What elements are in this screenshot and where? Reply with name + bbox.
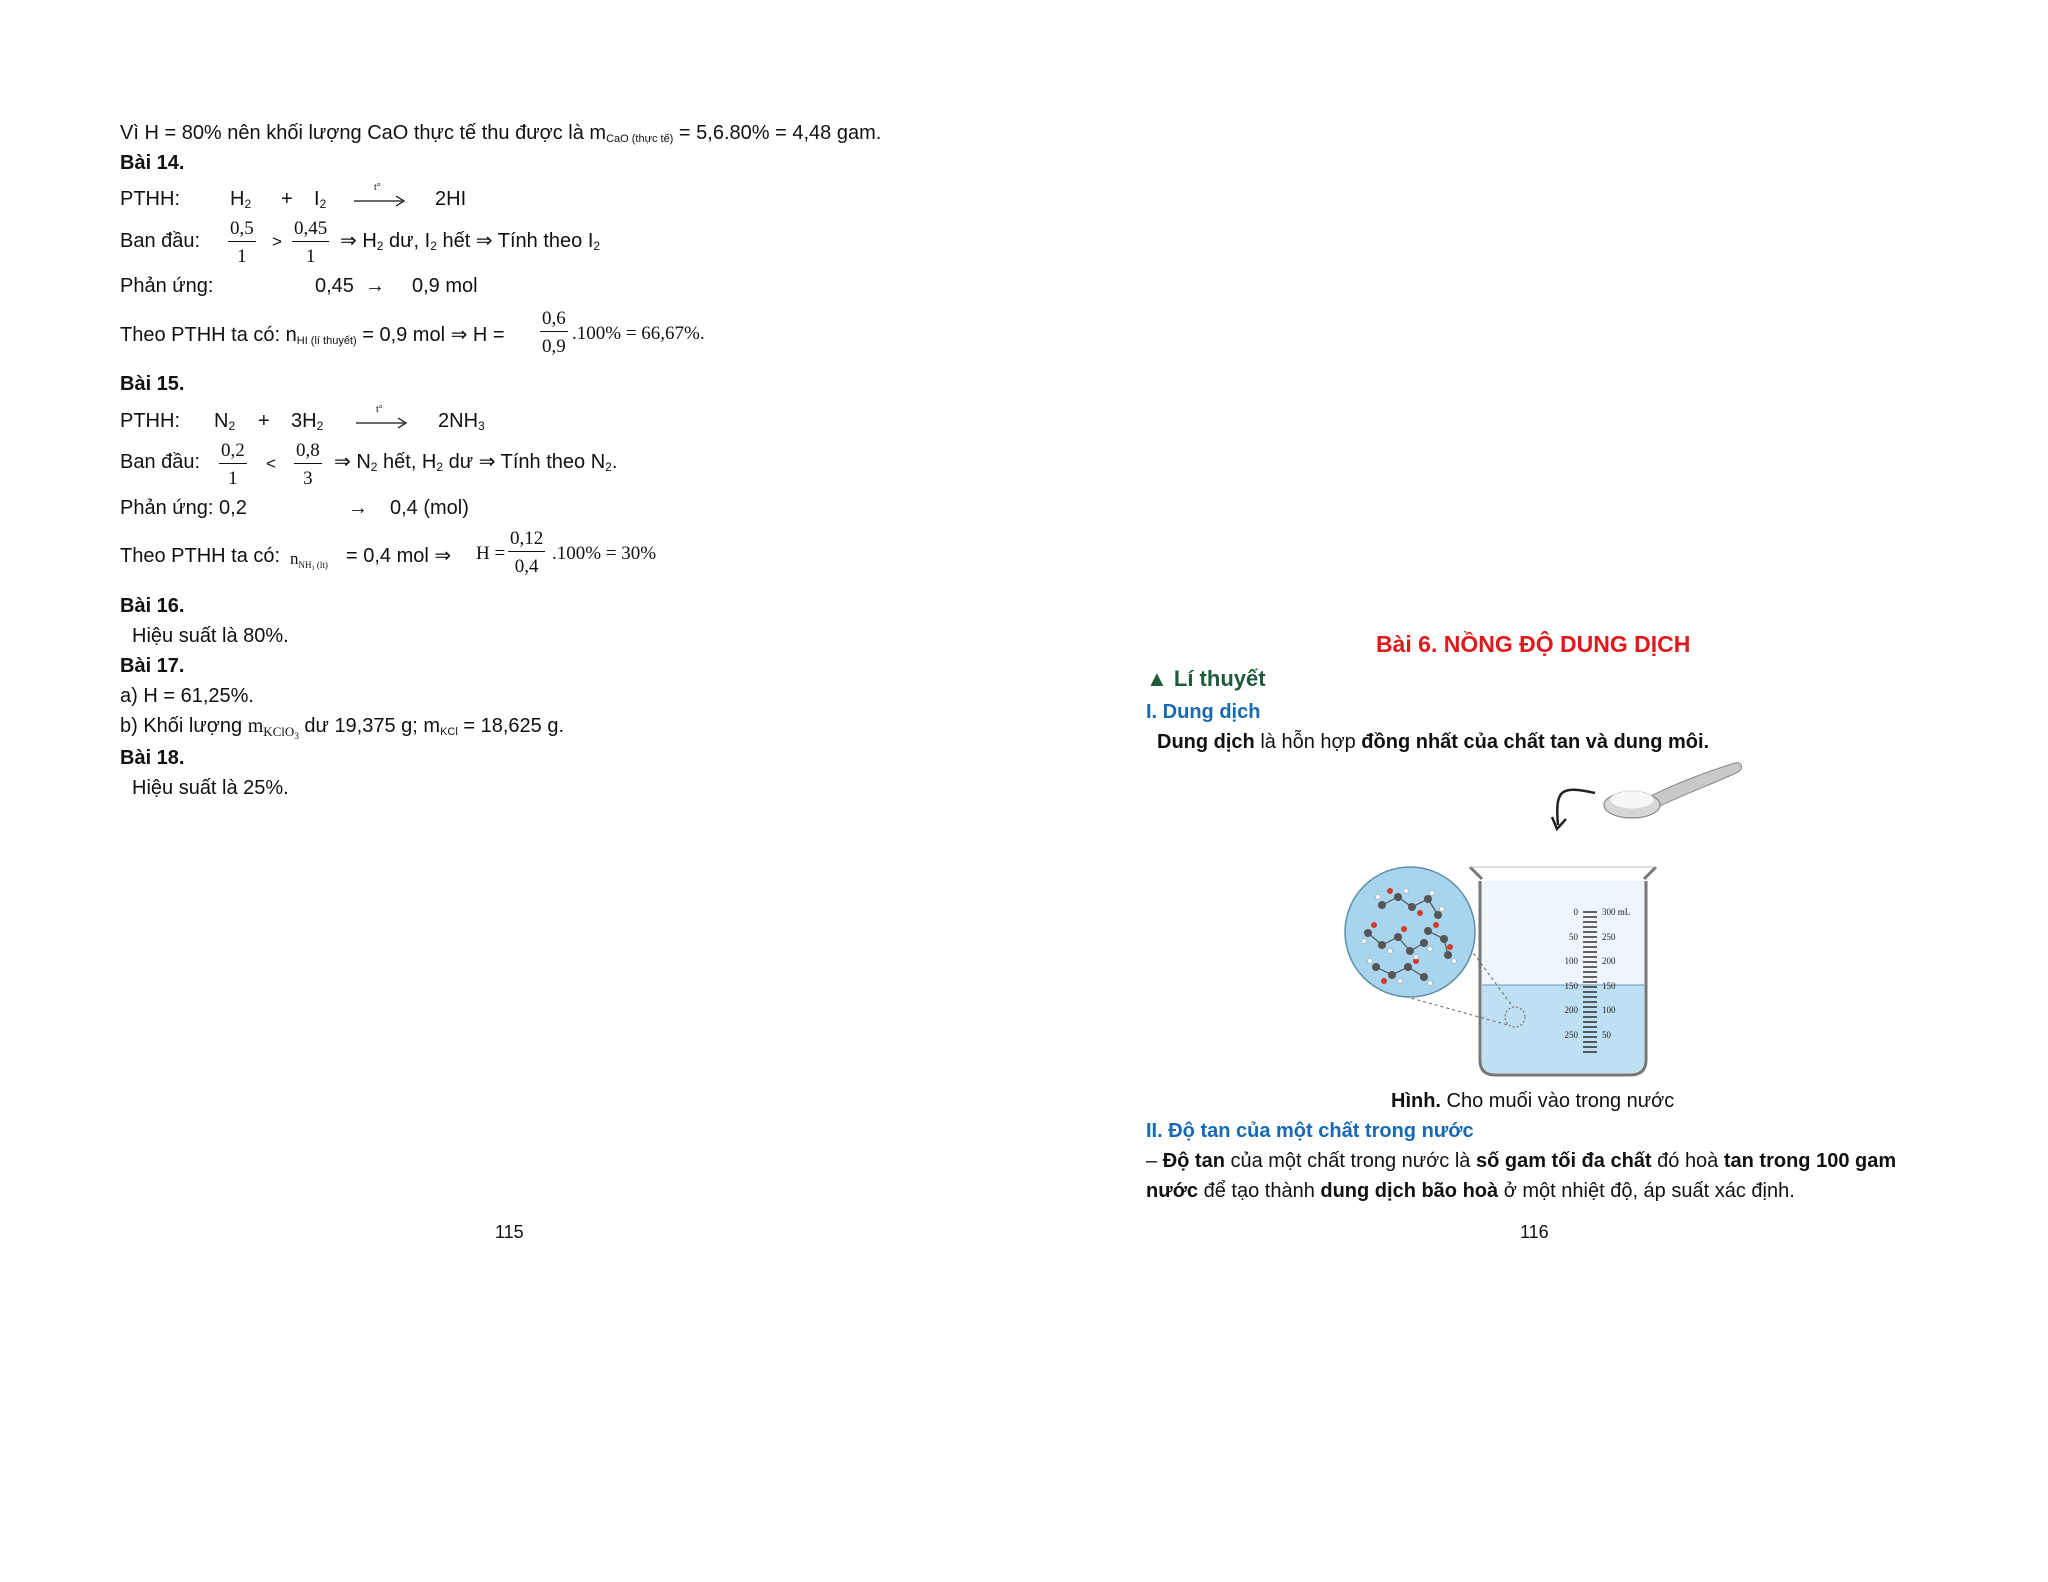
scale-right-50: 50 bbox=[1602, 1030, 1611, 1040]
bai15-theo-mid: = 0,4 mol ⇒ bbox=[346, 545, 452, 567]
bai14-temperature-condition: t° bbox=[374, 182, 381, 193]
scale-left-150: 150 bbox=[1564, 981, 1578, 991]
bai18-answer: Hiệu suất là 25%. bbox=[132, 777, 289, 799]
figure-caption: Hình. Cho muối vào trong nước bbox=[1391, 1090, 1675, 1112]
scale-right-150: 150 bbox=[1602, 981, 1616, 991]
bai15-efficiency-result: .100% = 30% bbox=[552, 543, 657, 564]
bai14-phanung-label: Phản ứng: bbox=[120, 275, 214, 297]
bai15-compare: < bbox=[266, 454, 276, 473]
scale-left-250: 250 bbox=[1564, 1030, 1578, 1040]
lesson-title: Bài 6. NỒNG ĐỘ DUNG DỊCH bbox=[1376, 631, 1691, 657]
scale-left-200: 200 bbox=[1564, 1005, 1578, 1015]
bai14-heading: Bài 14. bbox=[120, 152, 185, 174]
bai14-pthh-label: PTHH: bbox=[120, 188, 180, 210]
theory-heading: ▲ Lí thuyết bbox=[1146, 666, 1266, 691]
bai15-h2: $3H_2$ bbox=[291, 410, 324, 433]
molecules-magnified-icon bbox=[1345, 867, 1475, 997]
scale-right-300: 300 mL bbox=[1602, 907, 1631, 917]
definition-dung-dich: Dung dịch là hỗn hợp đồng nhất của chất tan và dung môi. bbox=[1157, 731, 1710, 753]
bai15-fraction-h2: $\frac{0,8}{3}$ bbox=[296, 440, 320, 489]
bai14-phanung-i2: 0,45 bbox=[315, 275, 354, 297]
bai17-answer-b: b) Khối lượng $m_{KClO3}$ dư 19,375 g; mKCl = 18,625 g. bbox=[120, 715, 564, 741]
spoon-icon bbox=[1604, 763, 1742, 818]
bai15-plus: + bbox=[258, 410, 270, 432]
bai14-phanung-arrow: → bbox=[365, 275, 385, 297]
bai15-product: $2NH_3$ bbox=[438, 410, 485, 433]
bai16-answer: Hiệu suất là 80%. bbox=[132, 625, 289, 647]
page-number-115: 115 bbox=[495, 1222, 524, 1242]
intro-line: Vì H = 80% nên khối lượng CaO thực tế thu được là mCaO (thực tế) = 5,6.80% = 4,48 gam. bbox=[120, 122, 882, 145]
bai15-phanung-arrow: → bbox=[348, 497, 368, 519]
bai15-bandau-conclusion: ⇒ $N_2$ hết, $H_2$ dư ⇒ Tính theo $N_2$. bbox=[334, 451, 618, 474]
bai14-plus: + bbox=[281, 188, 293, 210]
do-tan-paragraph-line1: – Độ tan của một chất trong nước là số gam tối đa chất đó hoà tan trong 100 gam bbox=[1146, 1150, 1897, 1172]
bai14-bandau-conclusion: ⇒ $H_2$ dư, $I_2$ hết ⇒ Tính theo $I_2$ bbox=[340, 230, 601, 253]
bai14-h2: $H_2$ bbox=[230, 188, 252, 211]
bai15-pthh-label: PTHH: bbox=[120, 410, 180, 432]
bai17-answer-a: a) H = 61,25%. bbox=[120, 685, 254, 707]
scale-right-100: 100 bbox=[1602, 1005, 1616, 1015]
bai15-phanung-label: Phản ứng: 0,2 bbox=[120, 497, 247, 519]
scale-left-100: 100 bbox=[1564, 956, 1578, 966]
bai15-heading: Bài 15. bbox=[120, 373, 185, 395]
bai14-bandau-label: Ban đầu: bbox=[120, 230, 201, 252]
section-heading-do-tan: II. Độ tan của một chất trong nước bbox=[1146, 1120, 1474, 1142]
bai14-fraction-i2: $\frac{0,45}{1}$ bbox=[294, 218, 328, 267]
salt-dissolving-figure bbox=[1320, 755, 1750, 1085]
bai14-compare: > bbox=[272, 232, 282, 251]
bai17-heading: Bài 17. bbox=[120, 655, 185, 677]
curved-arrow-icon bbox=[1557, 790, 1595, 825]
bai14-theo-pthh: Theo PTHH ta có: nHI (lí thuyết) = 0,9 mol ⇒ H = bbox=[120, 324, 505, 347]
bai15-h-label: H = bbox=[476, 543, 506, 564]
scale-left-50: 50 bbox=[1569, 932, 1578, 942]
bai18-heading: Bài 18. bbox=[120, 747, 185, 769]
bai15-efficiency-fraction: $\frac{0,12}{0,4}$ bbox=[510, 528, 544, 577]
bai14-i2: $I_2$ bbox=[314, 188, 327, 211]
bai15-n-nh3: $n_{NH_3 (lt)}$ bbox=[290, 549, 328, 570]
bai14-phanung-hi: 0,9 mol bbox=[412, 275, 478, 297]
scale-right-200: 200 bbox=[1602, 956, 1616, 966]
bai15-n2: $N_2$ bbox=[214, 410, 236, 433]
bai14-efficiency-result: .100% = 66,67%. bbox=[572, 323, 705, 344]
bai15-phanung-nh3: 0,4 (mol) bbox=[390, 497, 469, 519]
do-tan-paragraph-line2: nước để tạo thành dung dịch bão hoà ở một nhiệt độ, áp suất xác định. bbox=[1146, 1180, 1795, 1202]
bai15-fraction-n2: $\frac{0,2}{1}$ bbox=[221, 440, 245, 489]
bai14-fraction-h2: $\frac{0,5}{1}$ bbox=[230, 218, 254, 267]
bai15-bandau-label: Ban đầu: bbox=[120, 451, 201, 473]
bai15-theo-pthh: Theo PTHH ta có: bbox=[120, 545, 281, 567]
scale-right-250: 250 bbox=[1602, 932, 1616, 942]
bai14-efficiency-fraction: $\frac{0,6}{0,9}$ bbox=[542, 308, 566, 357]
section-heading-dung-dich: I. Dung dịch bbox=[1146, 701, 1261, 723]
page-number-116: 116 bbox=[1520, 1222, 1549, 1242]
bai16-heading: Bài 16. bbox=[120, 595, 185, 617]
bai15-temperature-condition: t° bbox=[376, 404, 383, 415]
scale-left-0: 0 bbox=[1573, 907, 1578, 917]
beaker-icon bbox=[1470, 867, 1656, 1075]
bai14-product: 2HI bbox=[435, 188, 467, 210]
